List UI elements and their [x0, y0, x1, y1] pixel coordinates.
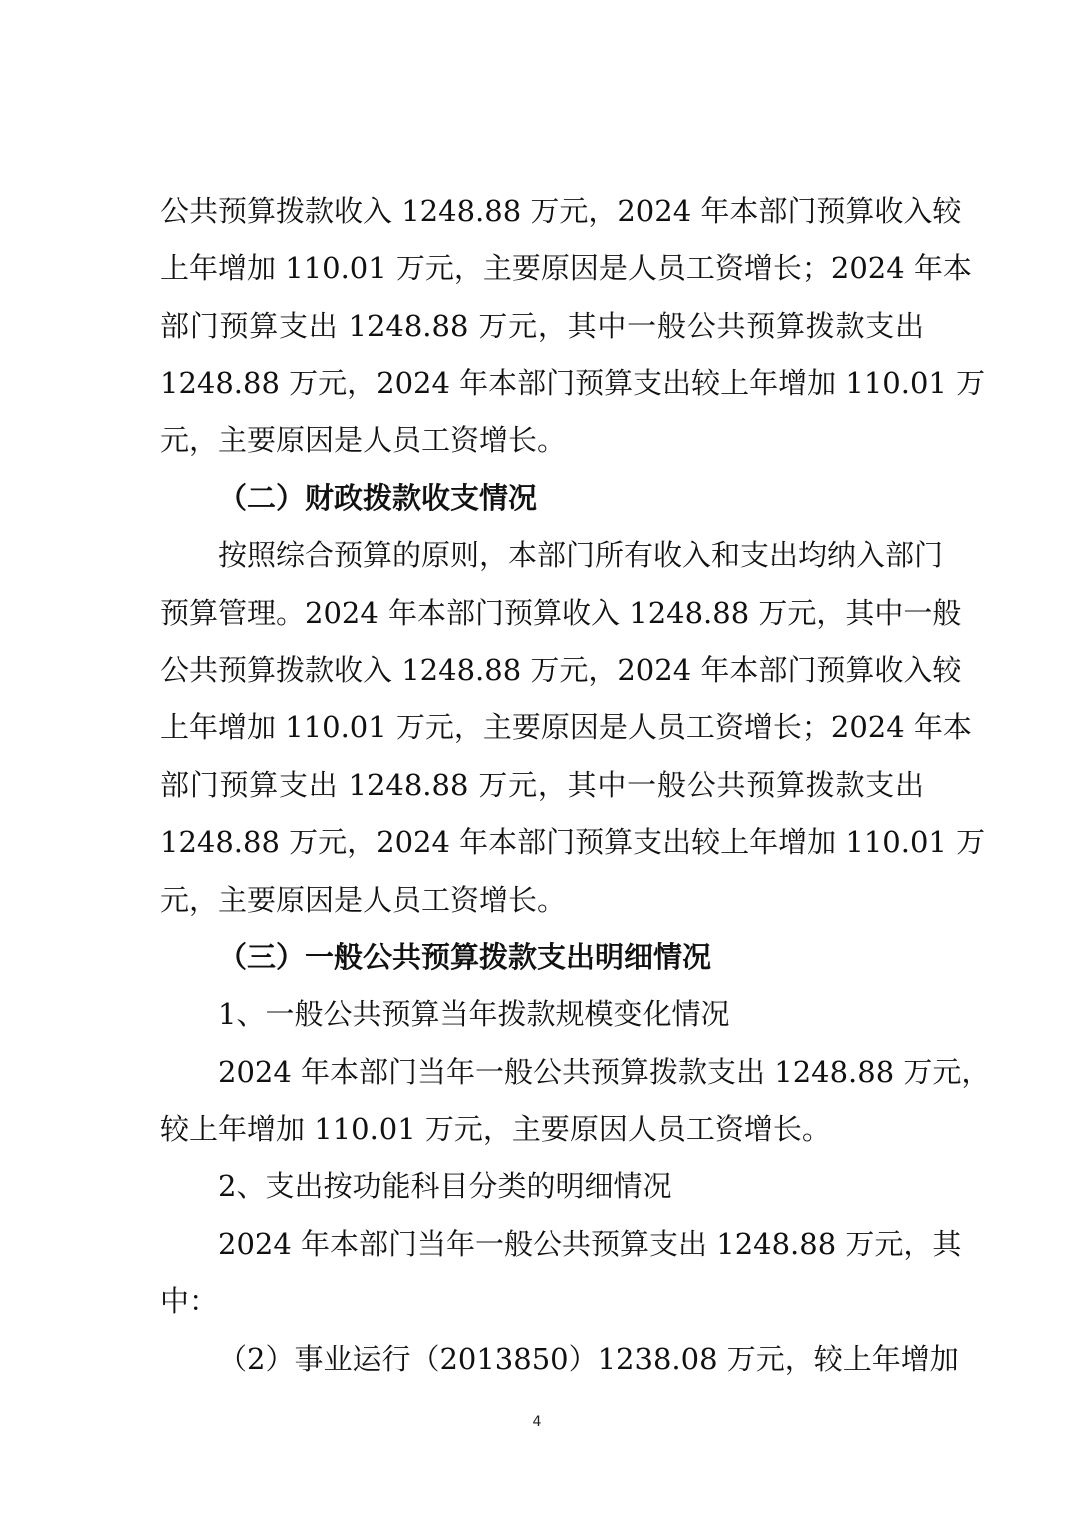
body-text-line: 部门预算支出 1248.88 万元，其中一般公共预算拨款支出	[160, 768, 924, 802]
section-heading: （二）财政拨款收支情况	[218, 481, 538, 515]
body-text-line: 2024 年本部门当年一般公共预算拨款支出 1248.88 万元，	[218, 1055, 991, 1089]
body-text-line: 部门预算支出 1248.88 万元，其中一般公共预算拨款支出	[160, 309, 924, 343]
body-text-line: 公共预算拨款收入 1248.88 万元，2024 年本部门预算收入较	[160, 653, 962, 687]
body-text-line: 元，主要原因是人员工资增长。	[160, 423, 567, 457]
body-text-line: 上年增加 110.01 万元，主要原因是人员工资增长；2024 年本	[160, 710, 972, 744]
body-text-line: （2）事业运行（2013850）1238.08 万元，较上年增加	[218, 1342, 959, 1376]
section-heading: （三）一般公共预算拨款支出明细情况	[218, 940, 712, 974]
subsection-heading: 2、支出按功能科目分类的明细情况	[218, 1169, 672, 1203]
body-text-line: 1248.88 万元，2024 年本部门预算支出较上年增加 110.01 万	[160, 825, 986, 859]
body-text-line: 中：	[160, 1284, 219, 1318]
body-text-line: 按照综合预算的原则，本部门所有收入和支出均纳入部门	[218, 538, 944, 572]
body-text-line: 公共预算拨款收入 1248.88 万元，2024 年本部门预算收入较	[160, 194, 962, 228]
body-text-line: 2024 年本部门当年一般公共预算支出 1248.88 万元，其	[218, 1227, 962, 1261]
body-text-line: 1248.88 万元，2024 年本部门预算支出较上年增加 110.01 万	[160, 366, 986, 400]
body-text-line: 预算管理。2024 年本部门预算收入 1248.88 万元，其中一般	[160, 596, 962, 630]
page-number: 4	[532, 1414, 542, 1430]
subsection-heading: 1、一般公共预算当年拨款规模变化情况	[218, 997, 730, 1031]
body-text-line: 元，主要原因是人员工资增长。	[160, 883, 567, 917]
body-text-line: 上年增加 110.01 万元，主要原因是人员工资增长；2024 年本	[160, 251, 972, 285]
body-text-line: 较上年增加 110.01 万元，主要原因人员工资增长。	[160, 1112, 831, 1146]
